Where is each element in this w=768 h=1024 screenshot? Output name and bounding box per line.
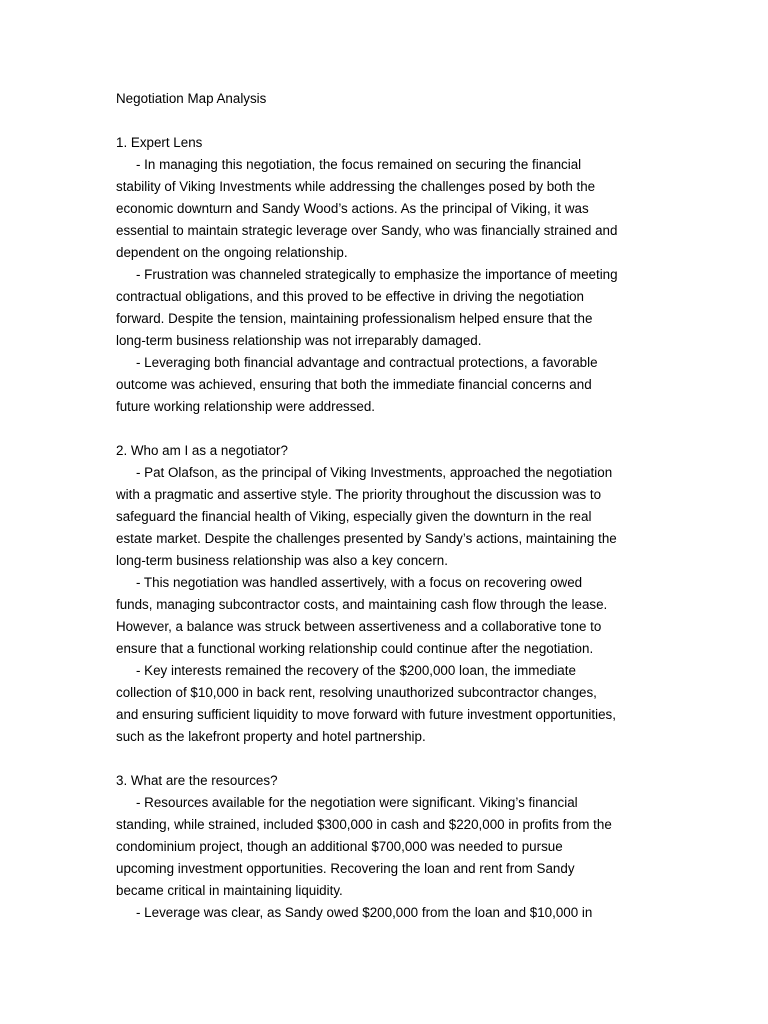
paragraph-line: - In managing this negotiation, the focus remained on securing the financial <box>136 157 582 172</box>
document-title: Negotiation Map Analysis <box>116 91 267 106</box>
paragraph-line: - Leveraging both financial advantage and contractual protections, a favorable <box>136 355 598 370</box>
paragraph-line: stability of Viking Investments while addressing the challenges posed by both the <box>116 179 596 194</box>
paragraph-line: - Leverage was clear, as Sandy owed $200,000 from the loan and $10,000 in <box>136 905 593 920</box>
section-expert-lens <box>116 132 656 418</box>
paragraph-line: dependent on the ongoing relationship. <box>116 245 348 260</box>
section-heading: 3. What are the resources? <box>116 773 278 788</box>
paragraph <box>116 264 656 352</box>
paragraph-line: long-term business relationship was not irreparably damaged. <box>116 333 482 348</box>
paragraph-line: - Key interests remained the recovery of the $200,000 loan, the immediate <box>136 663 576 678</box>
paragraph-line: long-term business relationship was also a key concern. <box>116 553 448 568</box>
section-who-am-i <box>116 440 656 748</box>
paragraph <box>116 352 656 418</box>
section-resources <box>116 770 656 924</box>
spacer <box>116 110 656 132</box>
paragraph-line: - Pat Olafson, as the principal of Viking Investments, approached the negotiation <box>136 465 613 480</box>
section-heading: 1. Expert Lens <box>116 135 203 150</box>
paragraph-line: essential to maintain strategic leverage over Sandy, who was financially strained and <box>116 223 618 238</box>
paragraph-line: condominium project, though an additional $700,000 was needed to pursue <box>116 839 563 854</box>
paragraph <box>116 572 656 660</box>
paragraph-line: forward. Despite the tension, maintaining professionalism helped ensure that the <box>116 311 593 326</box>
spacer <box>116 748 656 770</box>
paragraph-line: became critical in maintaining liquidity. <box>116 883 343 898</box>
paragraph-line: with a pragmatic and assertive style. The priority throughout the discussion was to <box>116 487 602 502</box>
paragraph-line: safeguard the financial health of Viking, especially given the downturn in the real <box>116 509 592 524</box>
paragraph-line: - Resources available for the negotiation were significant. Viking’s financial <box>136 795 578 810</box>
paragraph-line: However, a balance was struck between assertiveness and a collaborative tone to <box>116 619 602 634</box>
paragraph-line: and ensuring sufficient liquidity to move forward with future investment opportunities, <box>116 707 616 722</box>
paragraph-line: funds, managing subcontractor costs, and maintaining cash flow through the lease. <box>116 597 608 612</box>
document-body <box>116 88 656 924</box>
paragraph-line: - Frustration was channeled strategically to emphasize the importance of meeting <box>136 267 618 282</box>
paragraph-line: estate market. Despite the challenges presented by Sandy’s actions, maintaining the <box>116 531 617 546</box>
paragraph <box>116 154 656 264</box>
paragraph <box>116 792 656 902</box>
paragraph-line: such as the lakefront property and hotel partnership. <box>116 729 426 744</box>
paragraph-line: standing, while strained, included $300,000 in cash and $220,000 in profits from the <box>116 817 612 832</box>
paragraph-line: outcome was achieved, ensuring that both the immediate financial concerns and <box>116 377 592 392</box>
spacer <box>116 418 656 440</box>
paragraph-line: contractual obligations, and this proved to be effective in driving the negotiation <box>116 289 584 304</box>
paragraph-line: upcoming investment opportunities. Recovering the loan and rent from Sandy <box>116 861 575 876</box>
section-heading: 2. Who am I as a negotiator? <box>116 443 288 458</box>
paragraph-line: - This negotiation was handled assertively, with a focus on recovering owed <box>136 575 583 590</box>
paragraph <box>116 902 656 924</box>
paragraph-line: collection of $10,000 in back rent, resolving unauthorized subcontractor changes, <box>116 685 597 700</box>
paragraph-line: economic downturn and Sandy Wood’s actions. As the principal of Viking, it was <box>116 201 589 216</box>
paragraph <box>116 462 656 572</box>
paragraph-line: future working relationship were addressed. <box>116 399 376 414</box>
paragraph-line: ensure that a functional working relationship could continue after the negotiation. <box>116 641 594 656</box>
paragraph <box>116 660 656 748</box>
